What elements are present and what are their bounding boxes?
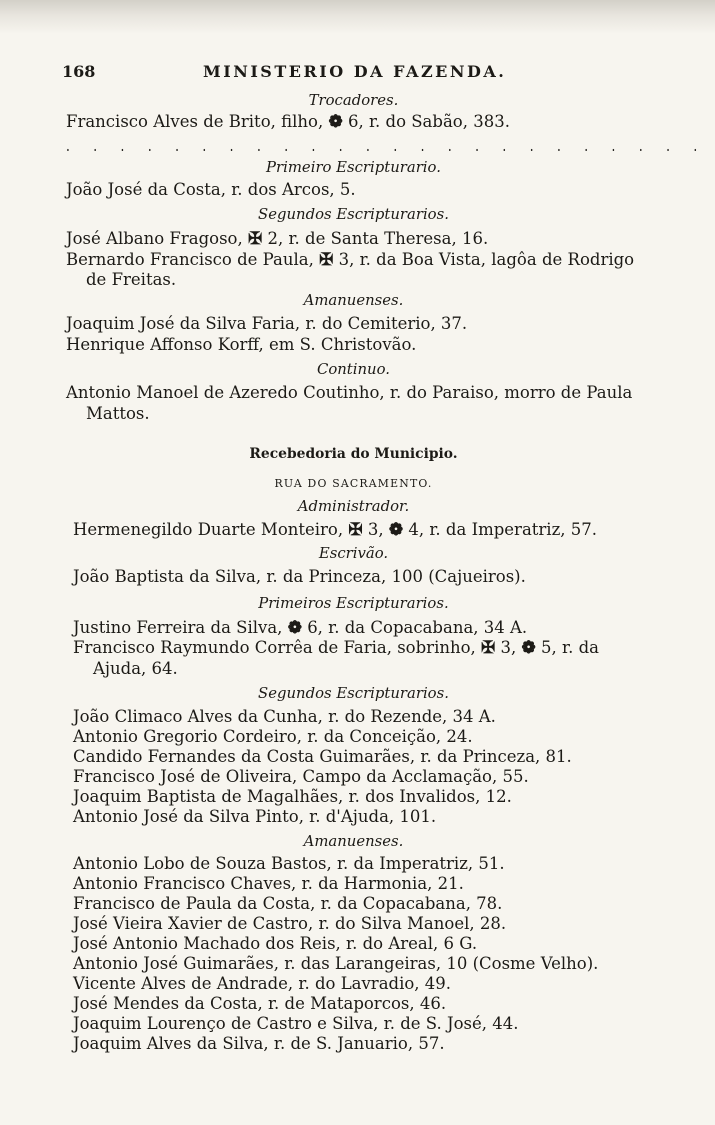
- entry-text: 3,: [500, 638, 517, 657]
- heading-primeiros-escripturarios: Primeiros Escripturarios.: [258, 594, 449, 612]
- entry-text: 6, r. do Sabão, 383.: [347, 112, 510, 131]
- heading-segundos-escripturarios: Segundos Escripturarios.: [258, 205, 449, 223]
- rose-order-icon: ❁: [521, 638, 536, 658]
- list-item: José Mendes da Costa, r. de Mataporcos, 46.: [73, 994, 447, 1013]
- list-item: Francisco José de Oliveira, Campo da Acclamação, 55.: [73, 767, 529, 786]
- section-title: Recebedoria do Municipio.: [249, 446, 458, 462]
- dotted-separator: . . . . . . . . . . . . . . . . . . . . . . . .: [66, 136, 708, 155]
- entry-continuation: Ajuda, 64.: [93, 659, 178, 678]
- heading-administrador: Administrador.: [297, 497, 410, 515]
- entry-text: Bernardo Francisco de Paula,: [66, 250, 314, 269]
- list-item: Joaquim Baptista de Magalhães, r. dos Invalidos, 12.: [73, 787, 512, 806]
- list-item: Antonio Gregorio Cordeiro, r. da Conceição, 24.: [73, 727, 473, 746]
- entry-amanuense: Joaquim José da Silva Faria, r. do Cemiterio, 37.: [66, 314, 468, 333]
- entry-escrivao: João Baptista da Silva, r. da Princeza, 100 (Cajueiros).: [73, 567, 526, 586]
- rose-order-icon: ❁: [328, 112, 343, 132]
- cross-order-icon: ✠: [319, 250, 334, 270]
- entry-text: 5, r. da: [541, 638, 599, 657]
- rose-order-icon: ❁: [388, 520, 404, 540]
- list-item: José Antonio Machado dos Reis, r. do Areal, 6 G.: [73, 934, 478, 953]
- entry-text: 2, r. de Santa Theresa, 16.: [267, 229, 489, 248]
- list-item: Candido Fernandes da Costa Guimarães, r. da Princeza, 81.: [73, 747, 572, 766]
- list-item: Francisco de Paula da Costa, r. da Copacabana, 78.: [73, 894, 503, 913]
- entry-text: Francisco Raymundo Corrêa de Faria, sobrinho,: [73, 638, 476, 657]
- entry-text: 3, r. da Boa Vista, lagôa de Rodrigo: [338, 250, 635, 269]
- list-item: João Climaco Alves da Cunha, r. do Rezende, 34 A.: [73, 707, 496, 726]
- heading-escrivao: Escrivão.: [318, 544, 389, 562]
- entry-segundo: [66, 252, 634, 269]
- entry-continuation: Mattos.: [86, 404, 150, 423]
- entry-trocador: [66, 114, 510, 131]
- heading-trocadores: Trocadores.: [308, 91, 399, 109]
- rose-order-icon: ❁: [287, 618, 302, 638]
- list-item: Antonio José Guimarães, r. das Larangeiras, 10 (Cosme Velho).: [73, 954, 599, 973]
- heading-amanuenses: Amanuenses.: [303, 832, 404, 850]
- entry-administrador: [73, 522, 597, 539]
- entry-continuo: Antonio Manoel de Azeredo Coutinho, r. do Paraiso, morro de Paula: [66, 383, 633, 402]
- heading-primeiro-escripturario: Primeiro Escripturario.: [266, 158, 441, 176]
- entry-primeiro: João José da Costa, r. dos Arcos, 5.: [66, 180, 356, 199]
- list-item: Antonio José da Silva Pinto, r. d'Ajuda, 101.: [73, 807, 437, 826]
- entry-text: José Albano Fragoso,: [66, 229, 243, 248]
- list-item: Vicente Alves de Andrade, r. do Lavradio, 49.: [73, 974, 452, 993]
- entry-continuation: de Freitas.: [86, 270, 177, 289]
- list-item: Joaquim Lourenço de Castro e Silva, r. de S. José, 44.: [73, 1014, 519, 1033]
- entry-text: 6, r. da Copacabana, 34 A.: [307, 618, 528, 637]
- cross-order-icon: ✠: [248, 229, 263, 249]
- list-item: Antonio Lobo de Souza Bastos, r. da Imperatriz, 51.: [73, 854, 505, 873]
- entry-text: Hermenegildo Duarte Monteiro,: [73, 520, 344, 539]
- entry-amanuense: Henrique Affonso Korff, em S. Christovão.: [66, 335, 417, 354]
- heading-continuo: Continuo.: [316, 360, 391, 378]
- entry-text: 4, r. da Imperatriz, 57.: [408, 520, 598, 539]
- entry-segundo: [66, 231, 488, 248]
- heading-segundos-escripturarios: Segundos Escripturarios.: [258, 684, 449, 702]
- page-number: 168: [62, 62, 96, 81]
- cross-order-icon: ✠: [481, 638, 496, 658]
- list-item: José Vieira Xavier de Castro, r. do Silva Manoel, 28.: [73, 914, 507, 933]
- running-title: MINISTERIO DA FAZENDA.: [203, 62, 507, 81]
- heading-amanuenses: Amanuenses.: [303, 291, 404, 309]
- section-address: RUA DO SACRAMENTO.: [274, 477, 433, 490]
- entry-primeiro: [73, 640, 599, 657]
- list-item: Antonio Francisco Chaves, r. da Harmonia, 21.: [73, 874, 464, 893]
- entry-text: Justino Ferreira da Silva,: [73, 618, 283, 637]
- entry-text: 3,: [367, 520, 384, 539]
- entry-text: Francisco Alves de Brito, filho,: [66, 112, 324, 131]
- list-item: Joaquim Alves da Silva, r. de S. Januario, 57.: [73, 1034, 445, 1053]
- cross-order-icon: ✠: [348, 520, 363, 540]
- entry-primeiro: [73, 620, 527, 637]
